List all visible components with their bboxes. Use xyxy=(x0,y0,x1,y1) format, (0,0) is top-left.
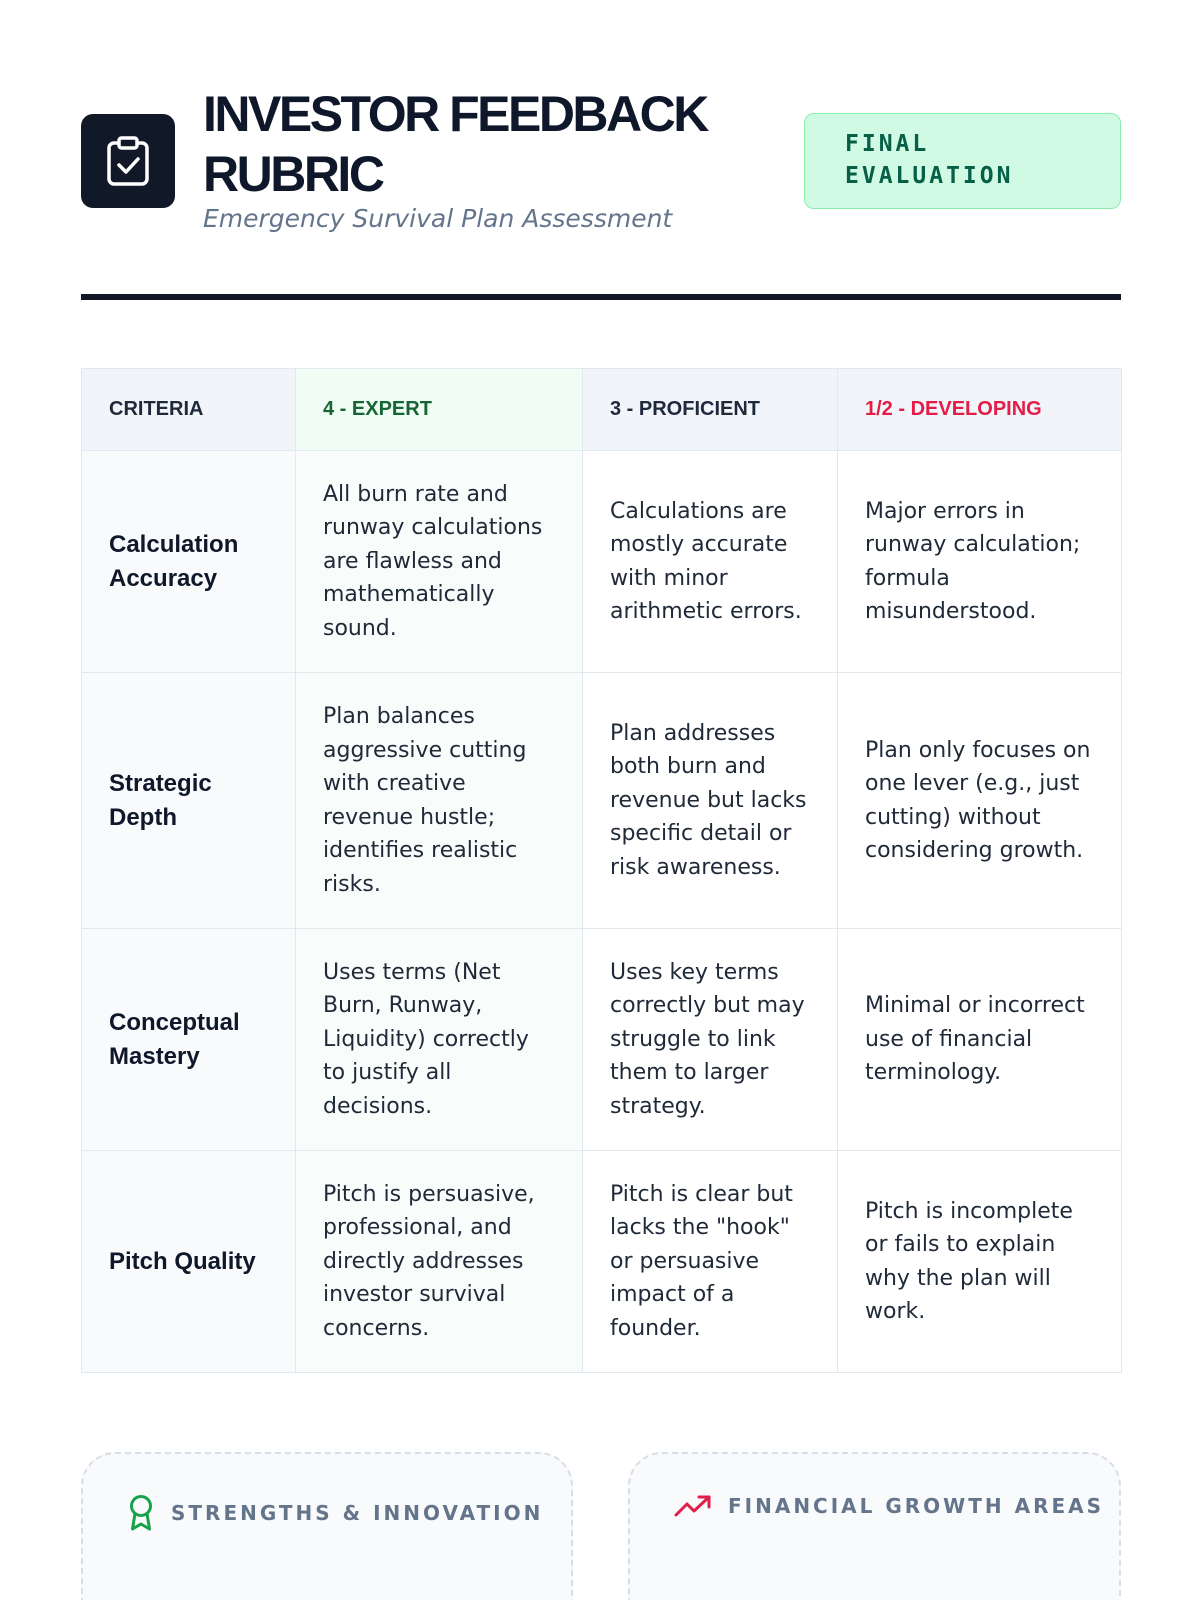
developing-cell: Pitch is incomplete or fails to explain why the plan will work. xyxy=(838,1151,1122,1373)
criteria-cell: Calculation Accuracy xyxy=(82,451,296,673)
page-title: INVESTOR FEEDBACK RUBRIC xyxy=(203,86,707,202)
rubric-table xyxy=(81,368,1122,1373)
growth-areas-card-header xyxy=(674,1494,1104,1518)
growth-areas-card-title: FINANCIAL GROWTH AREAS xyxy=(728,1494,1105,1518)
developing-cell: Minimal or incorrect use of financial terminology. xyxy=(838,929,1122,1151)
table-row xyxy=(82,451,1122,673)
strengths-card xyxy=(81,1452,573,1600)
expert-cell: Uses terms (Net Burn, Runway, Liquidity) correctly to justify all decisions. xyxy=(296,929,583,1151)
clipboard-check-icon xyxy=(105,135,151,187)
strengths-card-title: STRENGTHS & INNOVATION xyxy=(171,1501,544,1525)
trending-up-icon xyxy=(674,1494,712,1518)
table-row xyxy=(82,929,1122,1151)
proficient-cell: Plan addresses both burn and revenue but lacks specific detail or risk awareness. xyxy=(583,673,838,929)
expert-cell: All burn rate and runway calculations are flawless and mathematically sound. xyxy=(296,451,583,673)
logo-badge xyxy=(81,114,175,208)
strengths-card-header xyxy=(127,1494,543,1532)
proficient-cell: Calculations are mostly accurate with minor arithmetic errors. xyxy=(583,451,838,673)
table-row xyxy=(82,673,1122,929)
column-header-expert: 4 - EXPERT xyxy=(296,369,583,451)
proficient-cell: Pitch is clear but lacks the "hook" or persuasive impact of a founder. xyxy=(583,1151,838,1373)
table-row xyxy=(82,1151,1122,1373)
criteria-cell: Strategic Depth xyxy=(82,673,296,929)
growth-areas-card xyxy=(628,1452,1121,1600)
page-header xyxy=(81,84,1121,244)
proficient-cell: Uses key terms correctly but may struggle to link them to larger strategy. xyxy=(583,929,838,1151)
developing-cell: Plan only focuses on one lever (e.g., just cutting) without considering growth. xyxy=(838,673,1122,929)
final-evaluation-badge: FINAL EVALUATION xyxy=(804,113,1121,209)
column-header-developing: 1/2 - DEVELOPING xyxy=(838,369,1122,451)
criteria-cell: Conceptual Mastery xyxy=(82,929,296,1151)
column-header-criteria: CRITERIA xyxy=(82,369,296,451)
header-divider xyxy=(81,294,1121,300)
rubric-header-row xyxy=(82,369,1122,451)
criteria-cell: Pitch Quality xyxy=(82,1151,296,1373)
page-subtitle: Emergency Survival Plan Assessment xyxy=(203,204,673,233)
expert-cell: Plan balances aggressive cutting with creative revenue hustle; identifies realistic risks. xyxy=(296,673,583,929)
developing-cell: Major errors in runway calculation; formula misunderstood. xyxy=(838,451,1122,673)
award-ribbon-icon xyxy=(127,1494,155,1532)
expert-cell: Pitch is persuasive, professional, and directly addresses investor survival concerns. xyxy=(296,1151,583,1373)
column-header-proficient: 3 - PROFICIENT xyxy=(583,369,838,451)
